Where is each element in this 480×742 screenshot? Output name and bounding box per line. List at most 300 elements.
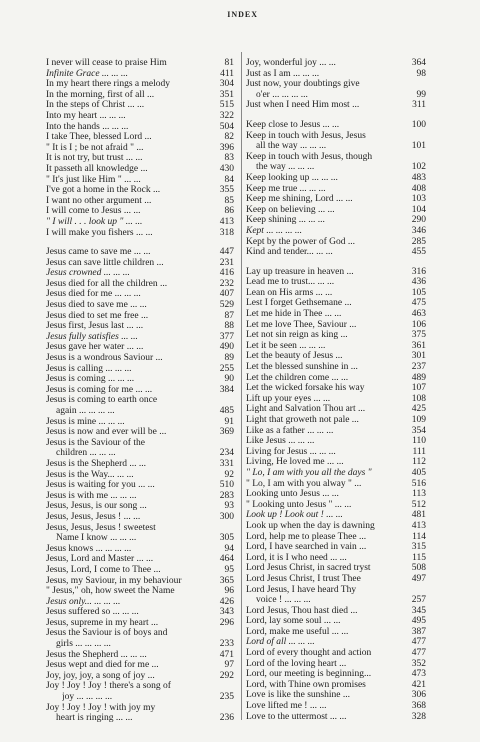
index-entry [46, 374, 234, 385]
entry-number: 113 [412, 489, 426, 500]
index-entry [246, 394, 426, 405]
index-entry [46, 228, 234, 239]
entry-number: 396 [219, 142, 234, 153]
entry-number: 82 [224, 132, 234, 143]
entry-title: Jesus, Lord, I come to Thee ... [46, 564, 161, 575]
entry-title: Keep me true ... ... ... [246, 183, 326, 194]
entry-number: 497 [411, 573, 426, 584]
index-entry [246, 542, 426, 553]
index-entry [46, 576, 234, 587]
entry-number: 290 [411, 215, 426, 226]
index-entry [246, 489, 426, 500]
index-entry [246, 194, 426, 205]
index-entry [246, 404, 426, 415]
entry-number: 421 [411, 679, 426, 690]
entry-number: 234 [219, 448, 234, 459]
entry-number: 305 [219, 533, 234, 544]
entry-title: Living, He loved me ... ... [246, 457, 344, 468]
index-entry [46, 544, 234, 555]
entry-number: 369 [219, 427, 234, 438]
index-entry [246, 690, 426, 701]
entry-title: girls ... ... ... ... [56, 639, 111, 650]
entry-number: 237 [411, 362, 426, 373]
entry-title: o'er ... ... ... ... [256, 89, 308, 100]
entry-number: 255 [219, 363, 234, 374]
entry-number: 106 [411, 319, 426, 330]
entry-title: Jesus is with me ... ... ... [46, 490, 137, 501]
entry-number: 83 [224, 153, 234, 164]
index-entry [46, 279, 234, 290]
index-entry [46, 153, 234, 164]
index-entry [46, 427, 234, 438]
column-divider [241, 52, 242, 720]
entry-title: Lord of the loving heart ... [246, 658, 347, 669]
index-entry [246, 100, 426, 111]
entry-title: Just as I am ... ... ... [246, 68, 320, 79]
entry-title: joy ... ... ... ... [62, 692, 113, 703]
entry-number: 361 [411, 340, 426, 351]
entry-title: Name I know ... ... ... [56, 533, 137, 544]
entry-number: 331 [219, 458, 234, 469]
entry-number: 285 [411, 236, 426, 247]
entry-title: Jesus the Shepherd ... ... ... [46, 649, 147, 660]
entry-title: Let the wicked forsake his way [246, 383, 365, 394]
index-entry [246, 288, 426, 299]
entry-title: Lord of every thought and action [246, 648, 372, 659]
entry-title: Let the children come ... ... [246, 372, 349, 383]
index-entry [46, 69, 234, 80]
entry-title: voice ! ... ... ... [256, 595, 311, 606]
index-entry [246, 616, 426, 627]
index-entry [46, 650, 234, 661]
entry-title: " I will . . . look up " ... ... [46, 216, 143, 227]
entry-number: 283 [219, 490, 234, 501]
entry-title: Lord Jesus Christ, I trust Thee [246, 573, 361, 584]
entry-title: Let me hide in Thee ... ... [246, 309, 342, 320]
entry-title: I will come to Jesus ... ... [46, 206, 141, 217]
entry-number: 316 [411, 266, 426, 277]
entry-title: Kept ... ... ... ... [246, 225, 302, 236]
index-entry [46, 512, 234, 523]
entry-number: 351 [219, 89, 234, 100]
entry-title: Jesus is the Saviour of the [46, 437, 145, 448]
entry-number: 88 [224, 321, 234, 332]
entry-title: Love lifted me ! ... ... [246, 701, 327, 712]
entry-title: Lay up treasure in heaven ... [246, 266, 354, 277]
entry-number: 105 [411, 287, 426, 298]
entry-title: Into my heart ... ... ... [46, 110, 126, 121]
index-entry [46, 122, 234, 133]
index-entry [46, 628, 234, 639]
entry-title: Jesus, my Saviour, in my behaviour [46, 575, 182, 586]
entry-title: In the morning, first of all ... [46, 89, 155, 100]
entry-title: Into the hands ... ... ... [46, 121, 129, 132]
index-entry [46, 90, 234, 101]
entry-title: " Looking unto Jesus " ... ... [246, 499, 352, 510]
index-entry [46, 143, 234, 154]
entry-title: I've got a home in the Rock ... [46, 185, 161, 196]
entry-number: 232 [219, 278, 234, 289]
entry-title: Lord, lay some soul ... ... [246, 616, 341, 627]
entry-number: 92 [224, 469, 234, 480]
index-entry [246, 426, 426, 437]
entry-number: 368 [411, 701, 426, 712]
entry-title: Let not sin reign as king ... [246, 330, 348, 341]
right-column [246, 58, 426, 722]
index-entry [246, 669, 426, 680]
entry-title: Jesus crowned ... ... ... [46, 268, 130, 279]
index-entry [46, 268, 234, 279]
entry-title: heart is ringing ... ... [56, 713, 133, 724]
index-entry [246, 226, 426, 237]
index-entry [246, 627, 426, 638]
entry-title: In the steps of Christ ... ... [46, 100, 145, 111]
entry-title: Jesus suffered so ... ... ... [46, 607, 139, 618]
entry-number: 407 [219, 289, 234, 300]
index-entry [246, 468, 426, 479]
entry-number: 408 [411, 183, 426, 194]
entry-title: Jesus died for all the children ... [46, 278, 168, 289]
entry-number: 352 [411, 658, 426, 669]
entry-title: Joy, joy, joy, a song of joy ... [46, 670, 155, 681]
entry-number: 112 [412, 457, 426, 468]
index-entry [46, 639, 234, 650]
entry-title: Lest I forget Gethsemane ... [246, 298, 352, 309]
index-entry [46, 289, 234, 300]
entry-title: Jesus is calling ... ... ... [46, 363, 132, 374]
index-entry [46, 395, 234, 406]
index-entry [246, 162, 426, 173]
entry-number: 464 [219, 554, 234, 565]
index-entry [246, 309, 426, 320]
entry-title: Joy, wonderful joy ... ... [246, 58, 336, 68]
index-entry [46, 406, 234, 417]
left-column [46, 58, 234, 724]
index-entry [246, 637, 426, 648]
entry-title: Lead me to trust... ... ... [246, 277, 335, 288]
entry-number: 236 [219, 713, 234, 724]
entry-number: 306 [411, 690, 426, 701]
index-entry [46, 438, 234, 449]
entry-title: Keep in touch with Jesus, though [246, 151, 373, 162]
index-entry [46, 703, 234, 714]
entry-title: Jesus is the Shepherd ... ... [46, 458, 147, 469]
entry-number: 87 [224, 310, 234, 321]
entry-title: Lord Jesus, Thou hast died ... [246, 605, 358, 616]
index-entry [46, 523, 234, 534]
index-entry [246, 141, 426, 152]
index-entry [246, 247, 426, 258]
index-entry [246, 532, 426, 543]
index-entry [246, 447, 426, 458]
entry-number: 115 [412, 552, 426, 563]
entry-number: 81 [224, 58, 234, 68]
entry-title: Keep me shining, Lord ... ... [246, 194, 353, 205]
entry-number: 364 [411, 58, 426, 68]
index-entry [246, 521, 426, 532]
entry-title: Joy ! Joy ! Joy ! with joy my [46, 702, 156, 713]
index-entry [246, 479, 426, 490]
index-entry [246, 415, 426, 426]
index-entry [246, 553, 426, 564]
entry-title: " It's just like Him " ... ... [46, 174, 141, 185]
entry-number: 91 [224, 416, 234, 427]
entry-number: 405 [411, 467, 426, 478]
entry-number: 463 [411, 309, 426, 320]
entry-number: 235 [219, 692, 234, 703]
index-entry [246, 320, 426, 331]
index-entry [246, 585, 426, 596]
entry-number: 510 [219, 480, 234, 491]
entry-number: 322 [219, 110, 234, 121]
entry-number: 416 [219, 268, 234, 279]
index-entry [46, 597, 234, 608]
entry-number: 430 [219, 163, 234, 174]
entry-number: 231 [219, 257, 234, 268]
entry-number: 471 [219, 649, 234, 660]
entry-number: 354 [411, 425, 426, 436]
entry-title: " It is I ; be not afraid " ... [46, 142, 144, 153]
index-entry [46, 311, 234, 322]
entry-number: 90 [224, 374, 234, 385]
entry-title: Jesus, Jesus, Jesus ! sweetest [46, 522, 156, 533]
index-entry [246, 362, 426, 373]
index-entry [246, 298, 426, 309]
index-entry [246, 712, 426, 723]
entry-number: 345 [411, 605, 426, 616]
entry-number: 426 [219, 596, 234, 607]
entry-number: 111 [412, 446, 426, 457]
index-entry [46, 459, 234, 470]
index-entry [46, 300, 234, 311]
entry-title: Kept by the power of God ... [246, 236, 355, 247]
entry-number: 485 [219, 406, 234, 416]
entry-number: 89 [224, 353, 234, 364]
entry-title: Keep in touch with Jesus, Jesus [246, 130, 366, 141]
index-entry [246, 267, 426, 278]
entry-number: 109 [411, 415, 426, 425]
index-entry [246, 79, 426, 90]
entry-number: 311 [412, 100, 426, 111]
entry-number: 365 [219, 575, 234, 586]
entry-title: Jesus, Jesus, Jesus ! ... ... [46, 511, 141, 522]
index-entry [246, 237, 426, 248]
entry-title: Like Jesus ... ... ... [246, 436, 315, 447]
entry-number: 481 [411, 510, 426, 521]
index-entry [46, 671, 234, 682]
index-entry [246, 659, 426, 670]
entry-title: Look up when the day is dawning [246, 520, 375, 531]
entry-title: Let the beauty of Jesus ... [246, 351, 343, 362]
index-entry [246, 680, 426, 691]
index-entry [46, 480, 234, 491]
index-entry [246, 330, 426, 341]
entry-title: Lift up your eyes ... ... [246, 393, 331, 404]
entry-number: 495 [411, 616, 426, 627]
index-entry [246, 184, 426, 195]
index-entry [246, 563, 426, 574]
index-entry [46, 164, 234, 175]
entry-title: Light that groweth not pale ... [246, 415, 359, 425]
entry-title: Jesus gave her water ... ... [46, 342, 144, 353]
entry-number: 473 [411, 669, 426, 680]
entry-number: 104 [411, 204, 426, 215]
entry-number: 436 [411, 277, 426, 288]
entry-title: Look up ! Look out ! ... ... [246, 510, 343, 521]
index-entry [246, 205, 426, 216]
index-entry [246, 595, 426, 606]
index-entry [46, 111, 234, 122]
index-entry [246, 574, 426, 585]
entry-title: Keep shining ... ... ... [246, 215, 325, 226]
index-entry [46, 607, 234, 618]
index-entry [246, 58, 426, 69]
entry-title: Just when I need Him most ... [246, 100, 360, 111]
entry-number: 516 [411, 478, 426, 489]
entry-number: 413 [411, 520, 426, 531]
entry-title: Jesus, Lord and Master ... ... [46, 554, 154, 565]
entry-title: Lord Jesus, I have heard Thy [246, 584, 357, 595]
index-entry [46, 132, 234, 143]
entry-title: I take Thee, blessed Lord ... [46, 132, 152, 143]
entry-number: 301 [411, 351, 426, 362]
entry-number: 95 [224, 564, 234, 575]
entry-number: 96 [224, 586, 234, 597]
index-entry [46, 79, 234, 90]
entry-number: 101 [411, 141, 426, 152]
index-entry [46, 206, 234, 217]
entry-title: It is not try, but trust ... ... [46, 153, 143, 164]
entry-title: Jesus is coming for me ... ... [46, 384, 153, 395]
entry-title: Let it be seen ... ... ... [246, 340, 326, 351]
entry-title: Jesus can save little children ... [46, 257, 164, 268]
index-entry [46, 332, 234, 343]
entry-number: 84 [224, 174, 234, 185]
entry-number: 85 [224, 195, 234, 206]
entry-title: I never will cease to praise Him [46, 58, 167, 68]
entry-title: Lord, help me to please Thee ... [246, 531, 367, 542]
entry-title: Jesus is the Way... ... ... [46, 469, 134, 480]
index-entry [46, 586, 234, 597]
entry-number: 411 [220, 68, 234, 79]
entry-title: children ... ... ... [56, 448, 116, 459]
entry-number: 384 [219, 384, 234, 395]
entry-title: Jesus is a wondrous Saviour ... [46, 353, 163, 364]
entry-number: 300 [219, 511, 234, 522]
entry-number: 328 [411, 711, 426, 722]
entry-number: 110 [412, 436, 426, 447]
entry-title: Let me love Thee, Saviour ... [246, 319, 357, 330]
index-entry [46, 364, 234, 375]
entry-title: Jesus wept and died for me ... [46, 660, 159, 671]
entry-title: Lord, with Thine own promises [246, 679, 366, 690]
index-entry [46, 692, 234, 703]
index-entry [46, 175, 234, 186]
entry-title: It passeth all knowledge ... [46, 163, 148, 174]
entry-number: 489 [411, 372, 426, 383]
entry-title: Light and Salvation Thou art ... [246, 404, 366, 415]
index-entry [246, 277, 426, 288]
entry-number: 108 [411, 393, 426, 404]
entry-title: Jesus is coming ... ... ... [46, 374, 135, 385]
index-entry [246, 341, 426, 352]
index-entry [246, 90, 426, 101]
entry-title: Keep on believing ... ... [246, 204, 335, 215]
entry-number: 512 [411, 499, 426, 510]
index-entry [246, 373, 426, 384]
entry-title: Like as a father ... ... ... [246, 425, 334, 436]
entry-title: Lord, I have searched in vain ... [246, 542, 367, 553]
index-entry [46, 217, 234, 228]
entry-title: " Lo, I am with you alway " ... [246, 478, 362, 489]
index-entry [246, 383, 426, 394]
index-entry [46, 100, 234, 111]
entry-title: Lord, our meeting is beginning... [246, 669, 372, 680]
entry-number: 315 [411, 542, 426, 553]
entry-title: Kind and tender... ... ... [246, 247, 333, 258]
index-entry [246, 606, 426, 617]
entry-title: Keep close to Jesus ... ... [246, 119, 340, 130]
index-entry [246, 510, 426, 521]
entry-title: " Jesus," oh, how sweet the Name [46, 586, 175, 597]
entry-number: 93 [224, 501, 234, 512]
entry-title: Jesus knows ... ... ... ... [46, 543, 132, 554]
entry-title: Lord Jesus Christ, in sacred tryst [246, 563, 371, 574]
entry-number: 355 [219, 185, 234, 196]
entry-number: 504 [219, 121, 234, 132]
entry-number: 98 [416, 68, 426, 79]
entry-number: 292 [219, 670, 234, 681]
index-entry [46, 258, 234, 269]
entry-title: I want no other argument ... [46, 195, 152, 206]
entry-number: 97 [224, 660, 234, 671]
entry-number: 86 [224, 206, 234, 217]
index-entry [46, 353, 234, 364]
entry-number: 103 [411, 194, 426, 205]
entry-title: Infinite Grace ... ... ... [46, 68, 129, 79]
index-entry [246, 131, 426, 142]
index-entry [46, 501, 234, 512]
entry-number: 477 [411, 637, 426, 648]
entry-number: 94 [224, 543, 234, 554]
entry-title: Jesus first, Jesus last ... ... [46, 321, 144, 332]
entry-title: Jesus fully satisfies ... ... [46, 331, 138, 342]
entry-title: Living for Jesus ... ... ... [246, 446, 336, 457]
index-entry [46, 58, 234, 69]
entry-number: 100 [411, 119, 426, 130]
entry-title: Lean on His arms ... ... [246, 287, 333, 298]
entry-title: Lord, it is I who need ... ... [246, 552, 347, 563]
index-entry [46, 713, 234, 724]
index-entry [46, 660, 234, 671]
entry-title: Jesus, Jesus, is our song ... [46, 501, 147, 512]
index-entry [46, 681, 234, 692]
entry-title: Joy ! Joy ! Joy ! there's a song of [46, 681, 171, 692]
index-entry [46, 417, 234, 428]
entry-title: Love is like the sunshine ... [246, 690, 350, 701]
entry-title: all the way ... ... ... [256, 141, 327, 152]
entry-title: Lord, make me useful ... ... [246, 626, 349, 637]
index-entry [246, 648, 426, 659]
index-entry [246, 500, 426, 511]
entry-number: 318 [219, 227, 234, 238]
entry-title: Love to the uttermost ... ... [246, 711, 347, 722]
entry-title: Let the blessed sunshine in ... [246, 362, 358, 373]
entry-number: 508 [411, 563, 426, 574]
index-entry [246, 120, 426, 131]
entry-title: Jesus died to save me ... ... [46, 300, 147, 311]
index-entry [246, 436, 426, 447]
